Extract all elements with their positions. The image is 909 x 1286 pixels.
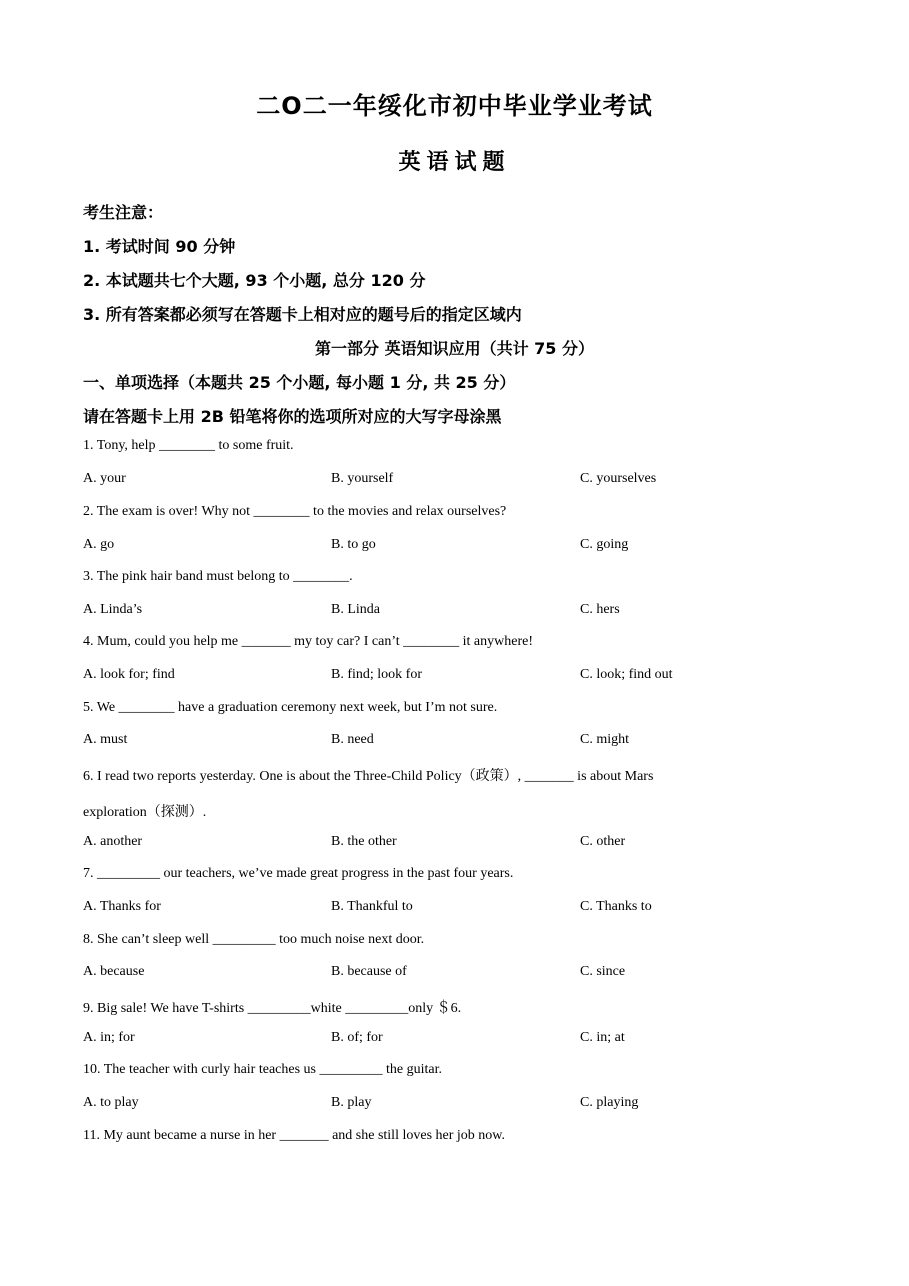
option-c: C. in; at (580, 1030, 625, 1045)
option-c: C. hers (580, 602, 620, 617)
option-a: A. in; for (83, 1030, 135, 1045)
option-c: C. since (580, 964, 626, 979)
option-b: B. the other (331, 834, 397, 849)
question-text: 6. I read two reports yesterday. One is about the Three-Child Policy（政策）, _______ is about Mars (83, 769, 654, 784)
option-b: B. find; look for (331, 667, 422, 682)
question-text: 5. We ________ have a graduation ceremony next week, but I’m not sure. (83, 700, 498, 715)
option-c: C. yourselves (580, 471, 657, 486)
option-b: B. to go (331, 537, 376, 552)
question-text: 1. Tony, help ________ to some fruit. (83, 438, 294, 453)
exam-subtitle: 英语试题 (398, 150, 511, 175)
notice-item: 2. 本试题共七个大题, 93 个小题, 总分 120 分 (83, 271, 426, 290)
question-text: 9. Big sale! We have T-shirts _________white _________only ＄6. (83, 1001, 462, 1016)
option-a: A. Thanks for (83, 899, 161, 914)
exam-title: 二O二一年绥化市初中毕业学业考试 (256, 92, 653, 120)
question-text: 7. _________ our teachers, we’ve made great progress in the past four years. (83, 866, 514, 881)
question-text: 2. The exam is over! Why not ________ to the movies and relax ourselves? (83, 504, 507, 519)
question-text: 4. Mum, could you help me _______ my toy car? I can’t ________ it anywhere! (83, 634, 533, 649)
option-c: C. playing (580, 1095, 639, 1110)
notice-item: 1. 考试时间 90 分钟 (83, 237, 236, 256)
option-a: A. Linda’s (83, 602, 143, 617)
option-a: A. go (83, 537, 115, 552)
section-instruction: 请在答题卡上用 2B 铅笔将你的选项所对应的大写字母涂黑 (83, 407, 502, 426)
option-b: B. Linda (331, 602, 380, 617)
option-b: B. of; for (331, 1030, 383, 1045)
option-b: B. play (331, 1095, 372, 1110)
option-b: B. yourself (331, 471, 394, 486)
option-c: C. Thanks to (580, 899, 652, 914)
option-b: B. because of (331, 964, 407, 979)
question-text: 11. My aunt became a nurse in her _______ and she still loves her job now. (83, 1128, 505, 1143)
option-a: A. because (83, 964, 145, 979)
option-b: B. need (331, 732, 374, 747)
option-c: C. might (580, 732, 630, 747)
option-c: C. look; find out (580, 667, 673, 682)
question-text: 10. The teacher with curly hair teaches us _________ the guitar. (83, 1062, 442, 1077)
question-text: 8. She can’t sleep well _________ too much noise next door. (83, 932, 425, 947)
option-a: A. your (83, 471, 126, 486)
notice-heading: 考生注意： (83, 203, 164, 222)
question-text-continued: exploration（探测）. (83, 805, 207, 820)
option-a: A. look for; find (83, 667, 175, 682)
question-text: 3. The pink hair band must belong to ________. (83, 569, 353, 584)
option-a: A. must (83, 732, 128, 747)
option-c: C. other (580, 834, 626, 849)
part-heading: 第一部分 英语知识应用（共计 75 分） (315, 339, 594, 358)
option-a: A. to play (83, 1095, 139, 1110)
option-b: B. Thankful to (331, 899, 413, 914)
notice-item: 3. 所有答案都必须写在答题卡上相对应的题号后的指定区域内 (83, 305, 522, 324)
option-c: C. going (580, 537, 629, 552)
section-title: 一、单项选择（本题共 25 个小题, 每小题 1 分, 共 25 分） (83, 373, 516, 392)
option-a: A. another (83, 834, 143, 849)
